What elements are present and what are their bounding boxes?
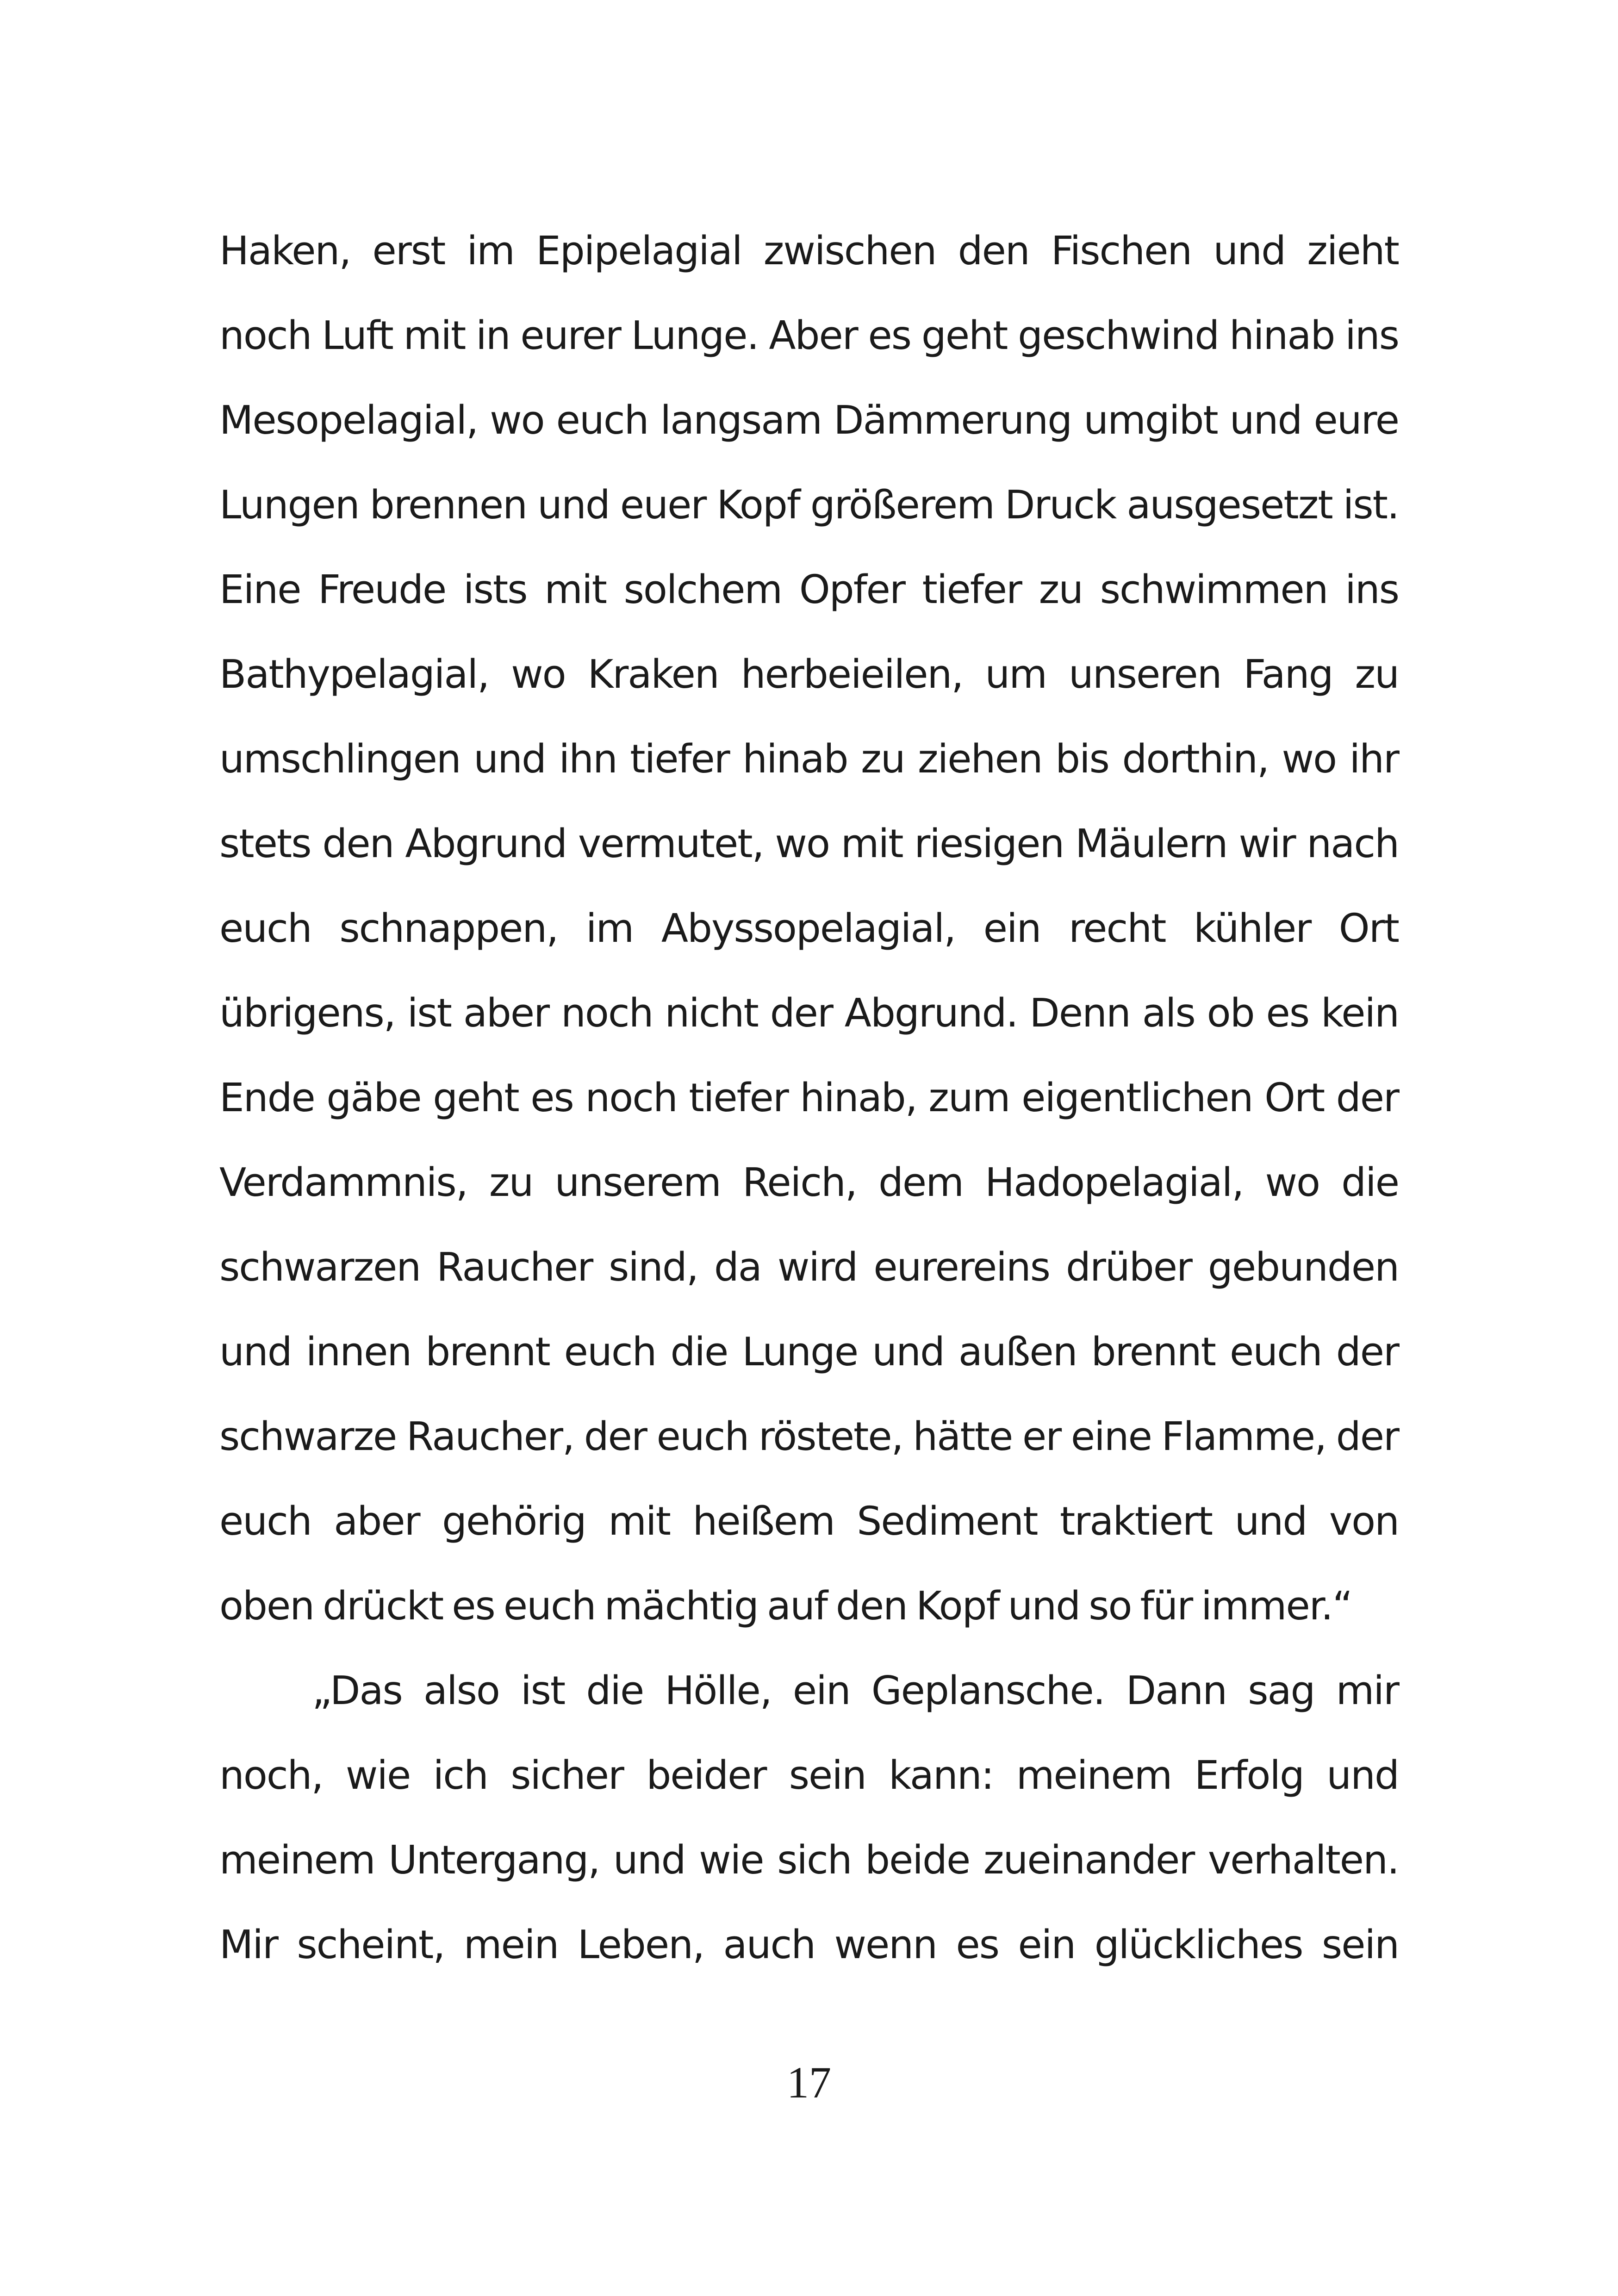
- text-line: noch Luft mit in eurer Lunge. Aber es geht geschwind hinab ins: [219, 313, 1399, 359]
- body-text: [219, 218, 1399, 1996]
- text-line: Mesopelagial, wo euch langsam Dämmerung umgibt und eure: [219, 398, 1399, 443]
- text-line: stets den Abgrund vermutet, wo mit riesigen Mäulern wir nach: [219, 821, 1399, 867]
- text-line: noch, wie ich sicher beider sein kann: meinem Erfolg und: [219, 1753, 1399, 1798]
- text-line: umschlingen und ihn tiefer hinab zu ziehen bis dorthin, wo ihr: [219, 736, 1399, 782]
- text-line: Eine Freude ists mit solchem Opfer tiefer zu schwimmen ins: [219, 567, 1399, 613]
- paragraph-start-line: „Das also ist die Hölle, ein Geplansche. Dann sag mir: [312, 1668, 1399, 1714]
- text-line: Verdammnis, zu unserem Reich, dem Hadopelagial, wo die: [219, 1160, 1399, 1206]
- text-line: Bathypelagial, wo Kraken herbeieilen, um unseren Fang zu: [219, 652, 1399, 697]
- text-line: Lungen brennen und euer Kopf größerem Druck ausgesetzt ist.: [219, 482, 1399, 528]
- text-line: euch aber gehörig mit heißem Sediment traktiert und von: [219, 1499, 1399, 1544]
- text-line: meinem Untergang, und wie sich beide zueinander verhalten.: [219, 1837, 1399, 1883]
- text-line: und innen brennt euch die Lunge und außen brennt euch der: [219, 1329, 1399, 1375]
- paragraph-end-line: oben drückt es euch mächtig auf den Kopf und so für immer.“: [219, 1583, 1352, 1629]
- text-line: Haken, erst im Epipelagial zwischen den Fischen und zieht: [219, 228, 1399, 274]
- text-line: Mir scheint, mein Leben, auch wenn es ein glückliches sein: [219, 1922, 1399, 1968]
- text-line: Ende gäbe geht es noch tiefer hinab, zum eigentlichen Ort der: [219, 1075, 1399, 1121]
- text-line: euch schnappen, im Abyssopelagial, ein recht kühler Ort: [219, 906, 1399, 952]
- page-number: 17: [787, 2058, 831, 2107]
- text-line: schwarzen Raucher sind, da wird eurereins drüber gebunden: [219, 1244, 1399, 1290]
- text-line: schwarze Raucher, der euch röstete, hätte er eine Flamme, der: [219, 1414, 1399, 1460]
- text-line: übrigens, ist aber noch nicht der Abgrund. Denn als ob es kein: [219, 990, 1399, 1036]
